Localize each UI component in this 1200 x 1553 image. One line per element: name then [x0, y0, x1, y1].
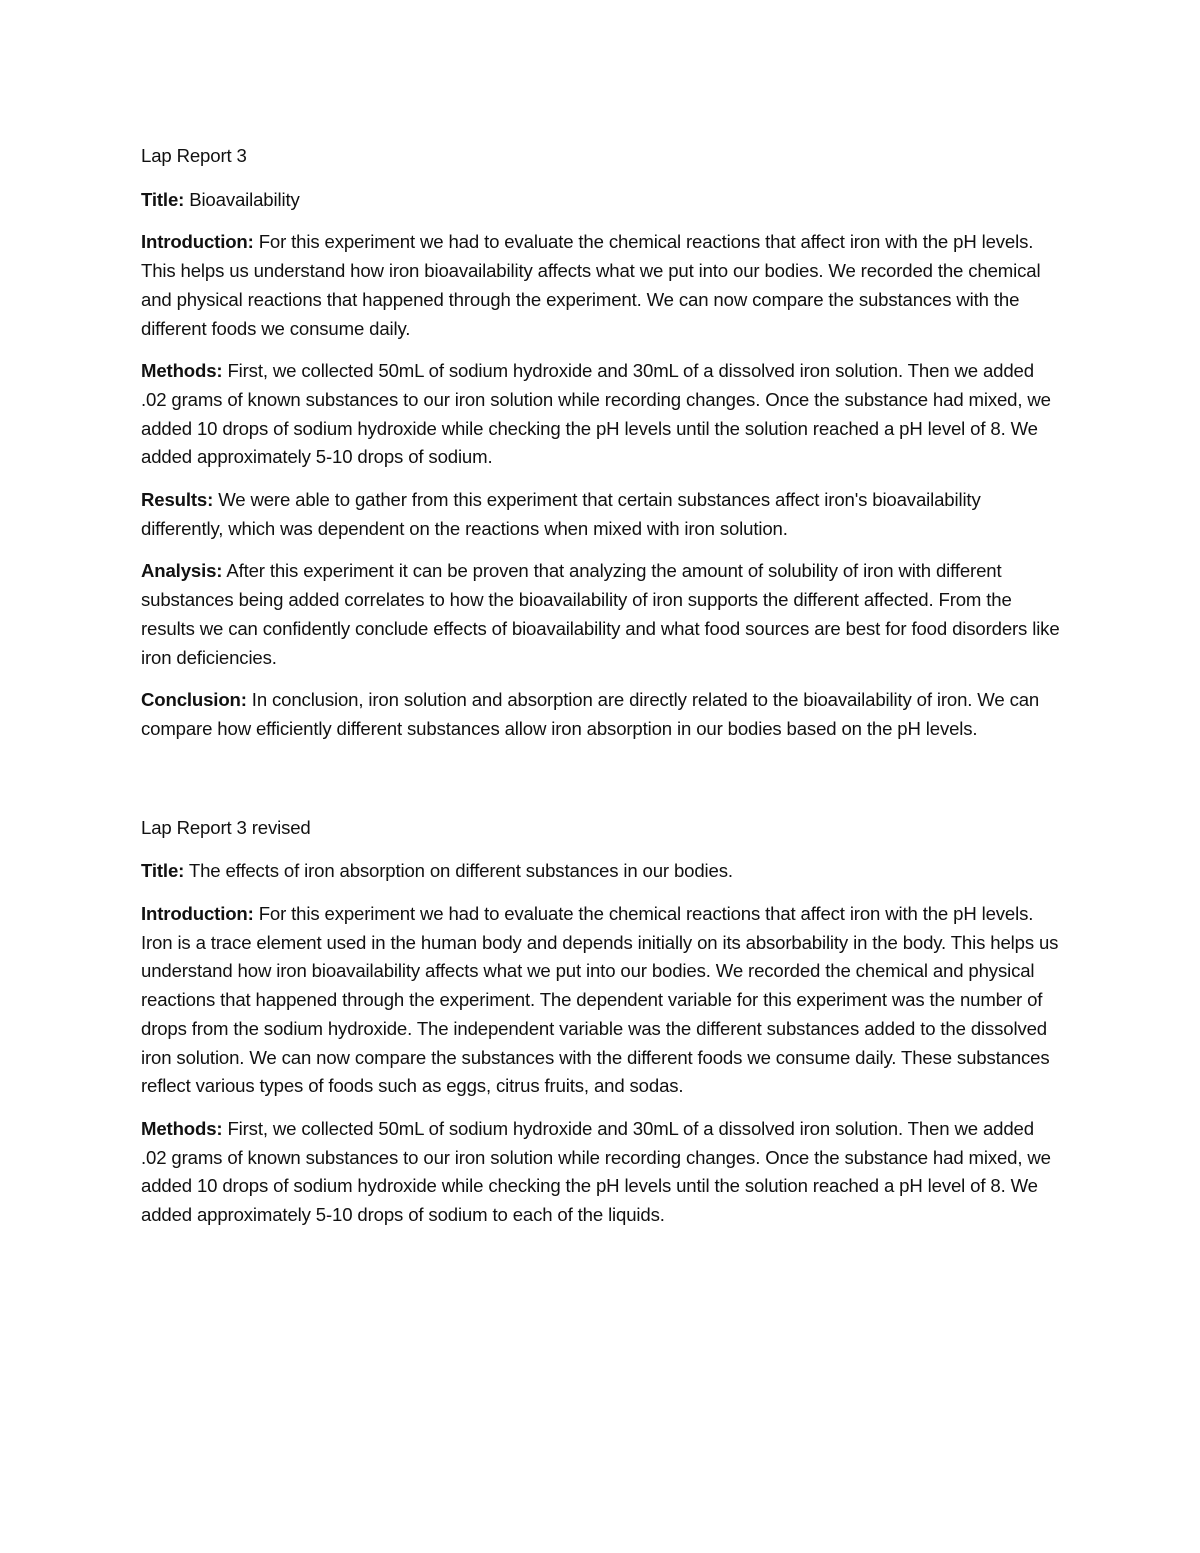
original-report-heading: Lap Report 3 — [141, 145, 247, 166]
methods-label: Methods: — [141, 360, 223, 382]
analysis-label: Analysis: — [141, 560, 223, 582]
introduction-label: Introduction: — [141, 231, 254, 253]
title-label: Title: — [141, 188, 185, 210]
title-text: The effects of iron absorption on different substances in our bodies. — [184, 860, 733, 882]
original-conclusion-paragraph — [141, 686, 1061, 743]
original-methods-paragraph — [141, 357, 1061, 472]
revised-title-paragraph — [141, 857, 1061, 886]
original-report — [141, 142, 1061, 744]
original-introduction-paragraph — [141, 228, 1061, 343]
revised-introduction-paragraph — [141, 900, 1061, 1101]
revised-report-heading: Lap Report 3 revised — [141, 816, 311, 838]
methods-text: First, we collected 50mL of sodium hydroxide and 30mL of a dissolved iron solution. Then we added .02 grams of known substances to our iron solution while recording changes. Once the substance had mixed, we added 10 drops of sodium hydroxide while checking the pH levels until the solution reached a pH level of 8. We added approximately 5-10 drops of sodium. — [141, 360, 1051, 468]
conclusion-text: In conclusion, iron solution and absorption are directly related to the bioavailability of iron. We can compare how efficiently different substances allow iron absorption in our bodies based on the pH levels. — [141, 689, 1040, 739]
revised-report — [141, 814, 1061, 1230]
results-text: We were able to gather from this experiment that certain substances affect iron's bioavailability differently, which was dependent on the reactions when mixed with iron solution. — [141, 489, 981, 539]
analysis-text: After this experiment it can be proven that analyzing the amount of solubility of iron with different substances being added correlates to how the bioavailability of iron supports the different affected. From the results we can confidently conclude effects of bioavailability and what food sources are best for food disorders like iron deficiencies. — [141, 560, 1060, 668]
title-text: Bioavailability — [184, 188, 300, 210]
introduction-text: For this experiment we had to evaluate the chemical reactions that affect iron with the pH levels. This helps us understand how iron bioavailability affects what we put into our bodies. We recorded the chemical and physical reactions that happened through the experiment. We can now compare the substances with the different foods we consume daily. — [141, 231, 1041, 339]
results-label: Results: — [141, 489, 214, 511]
original-title-paragraph — [141, 186, 1061, 215]
document-body — [141, 142, 1061, 1244]
conclusion-label: Conclusion: — [141, 689, 247, 711]
methods-label: Methods: — [141, 1117, 223, 1139]
introduction-text: For this experiment we had to evaluate the chemical reactions that affect iron with the pH levels. Iron is a trace element used in the human body and depends initially on its absorbability in the body. This helps us understand how iron bioavailability affects what we put into our bodies. We recorded the chemical and physical reactions that happened through the experiment. The dependent variable for this experiment was the number of drops from the sodium hydroxide. The independent variable was the different substances added to the dissolved iron solution. We can now compare the substances with the different foods we consume daily. These substances reflect various types of foods such as eggs, citrus fruits, and sodas. — [141, 903, 1059, 1097]
introduction-label: Introduction: — [141, 903, 254, 925]
original-analysis-paragraph — [141, 557, 1061, 672]
original-results-paragraph — [141, 486, 1061, 543]
title-label: Title: — [141, 860, 185, 882]
revised-methods-paragraph — [141, 1115, 1061, 1230]
section-spacer — [141, 758, 1061, 814]
methods-text: First, we collected 50mL of sodium hydroxide and 30mL of a dissolved iron solution. Then we added .02 grams of known substances to our iron solution while recording changes. Once the substance had mixed, we added 10 drops of sodium hydroxide while checking the pH levels until the solution reached a pH level of 8. We added approximately 5-10 drops of sodium to each of the liquids. — [141, 1117, 1051, 1226]
